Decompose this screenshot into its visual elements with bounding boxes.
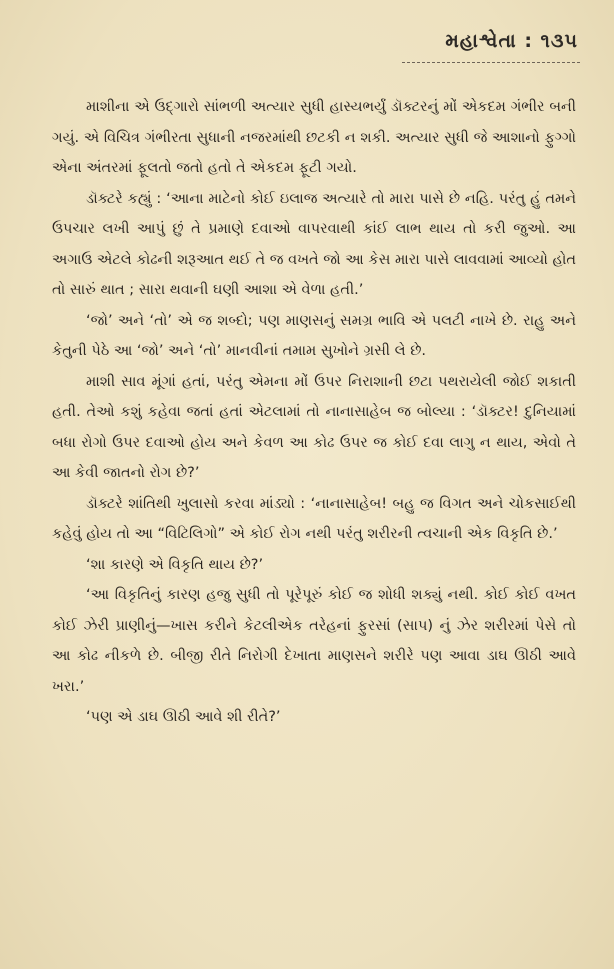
paragraph-6: ‘શા કારણે એ વિકૃતિ થાય છે?’ bbox=[86, 556, 264, 573]
paragraph-4: માશી સાવ મૂંગાં હતાં, પરંતુ એમના મોં ઉપર નિરાશાની છટા પથરાયેલી જોઈ શકાતી હતી. તેઓ કશું કહેવા જતાં હતાં એટલામાં તો નાનાસાહેબ જ બોલ્યા : ‘ડૉક્ટર! દુનિયામાં બધા રોગો ઉપર દવાઓ હોય અને કેવળ આ કોઢ ઉપર જ કોઈ દવા લાગુ ન થાય, એવો તે આ કેવી જાતનો રોગ છે?’ bbox=[52, 373, 576, 481]
paragraph-5: ડૉક્ટરે શાંતિથી ખુલાસો કરવા માંડ્યો : ‘નાનાસાહેબ! બહુ જ વિગત અને ચોકસાઈથી કહેવું હોય તો આ “વિટિલિગો” એ કોઈ રોગ નથી પરંતુ શરીરની ત્વચાની એક વિકૃતિ છે.’ bbox=[52, 495, 576, 542]
running-header: મહાશ્વેતા : ૧૩૫ bbox=[445, 30, 578, 52]
page-body bbox=[52, 92, 576, 733]
paragraph-7: ‘આ વિકૃતિનું કારણ હજુ સુધી તો પૂરેપૂરું કોઈ જ શોધી શક્યું નથી. કોઈ કોઈ વખત કોઈ ઝેરી પ્રાણીનું—ખાસ કરીને કેટલીએક તરેહનાં ફુરસાં (સાપ) નું ઝેર શરીરમાં પેસે તો આ કોઢ નીકળે છે. બીજી રીતે નિરોગી દેખાતા માણસને શરીરે પણ આવા ડાઘ ઊઠી આવે ખરા.’ bbox=[52, 587, 576, 695]
paragraph-1: માશીના એ ઉદ્ગારો સાંભળી અત્યાર સુધી હાસ્યભર્યું ડૉક્ટરનું મોં એકદમ ગંભીર બની ગયું. એ વિચિત્ર ગંભીરતા સુધાની નજરમાંથી છટકી ન શકી. અત્યાર સુધી જે આશાનો ફુગ્ગો એના અંતરમાં ફૂલતો જતો હતો તે એકદમ ફૂટી ગયો. bbox=[52, 99, 576, 176]
paragraph-8: ‘પણ એ ડાઘ ઊઠી આવે શી રીતે?’ bbox=[86, 709, 281, 725]
header-underline bbox=[402, 62, 580, 63]
paragraph-2: ડૉક્ટરે કહ્યું : ‘આના માટેનો કોઈ ઇલાજ અત્યારે તો મારા પાસે છે નહિ. પરંતુ હું તમને ઉપચાર લખી આપું છું તે પ્રમાણે દવાઓ વાપરવાથી કાંઈ લાભ થાય તો કરી જુઓ. આ અગાઉ એટલે કોઢની શરૂઆત થઈ તે જ વખતે જો આ કેસ મારા પાસે લાવવામાં આવ્યો હોત તો સારું થાત ; સારા થવાની ઘણી આશા એ વેળા હતી.’ bbox=[52, 190, 576, 298]
paragraph-3: ‘જો’ અને ‘તો’ એ જ શબ્દો; પણ માણસનું સમગ્ર ભાવિ એ પલટી નાખે છે. રાહુ અને કેતુની પેઠે આ ‘જો’ અને ‘તો’ માનવીનાં તમામ સુખોને ગ્રસી લે છે. bbox=[52, 312, 576, 359]
